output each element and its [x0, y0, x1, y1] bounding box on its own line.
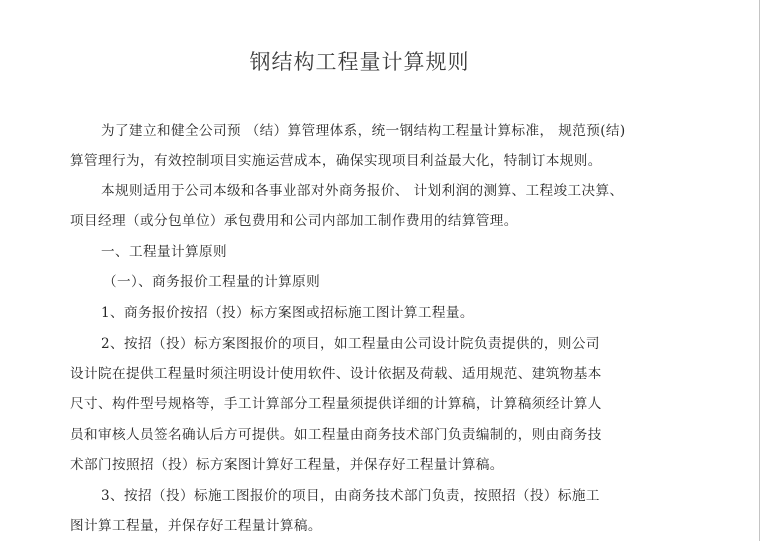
rule-item-3-line-1: 3、按招（投）标施工图报价的项目，由商务技术部门负责，按照招（投）标施工 [101, 488, 600, 504]
rule-item-2-line-4: 员和审核人员签名确认后方可提供。如工程量由商务技术部门负责编制的，则由商务技 [70, 427, 602, 443]
rule-item-2-line-2: 设计院在提供工程量时须注明设计使用软件、设计依据及荷载、适用规范、建筑物基本 [70, 366, 602, 382]
paragraph-scope-line-2: 项目经理（或分包单位）承包费用和公司内部加工制作费用的结算管理。 [70, 213, 518, 229]
section-heading-1: 一、工程量计算原则 [101, 244, 227, 260]
paragraph-intro-line-2: 算管理行为，有效控制项目实施运营成本，确保实现项目利益最大化，特制订本规则。 [70, 153, 602, 169]
rule-item-1: 1、商务报价按招（投）标方案图或招标施工图计算工程量。 [101, 305, 474, 321]
subsection-heading-1: （一）、商务报价工程量的计算原则 [103, 274, 321, 290]
document-title: 钢结构工程量计算规则 [249, 50, 470, 74]
paragraph-intro-line-1: 为了建立和健全公司预 （结）算管理体系，统一钢结构工程量计算标准， 规范预(结) [101, 123, 626, 139]
rule-item-2-line-5: 术部门按照招（投）标方案图计算好工程量，并保存好工程量计算稿。 [70, 457, 504, 473]
rule-item-3-line-2: 图计算工程量，并保存好工程量计算稿。 [70, 518, 322, 534]
rule-item-2-line-1: 2、按招（投）标方案图报价的项目，如工程量由公司设计院负责提供的，则公司 [101, 336, 600, 352]
rule-item-2-line-3: 尺寸、构件型号规格等，手工计算部分工程量须提供详细的计算稿，计算稿须经计算人 [70, 396, 602, 412]
paragraph-scope-line-1: 本规则适用于公司本级和各事业部对外商务报价、 计划利润的测算、工程竣工决算、 [101, 183, 624, 199]
